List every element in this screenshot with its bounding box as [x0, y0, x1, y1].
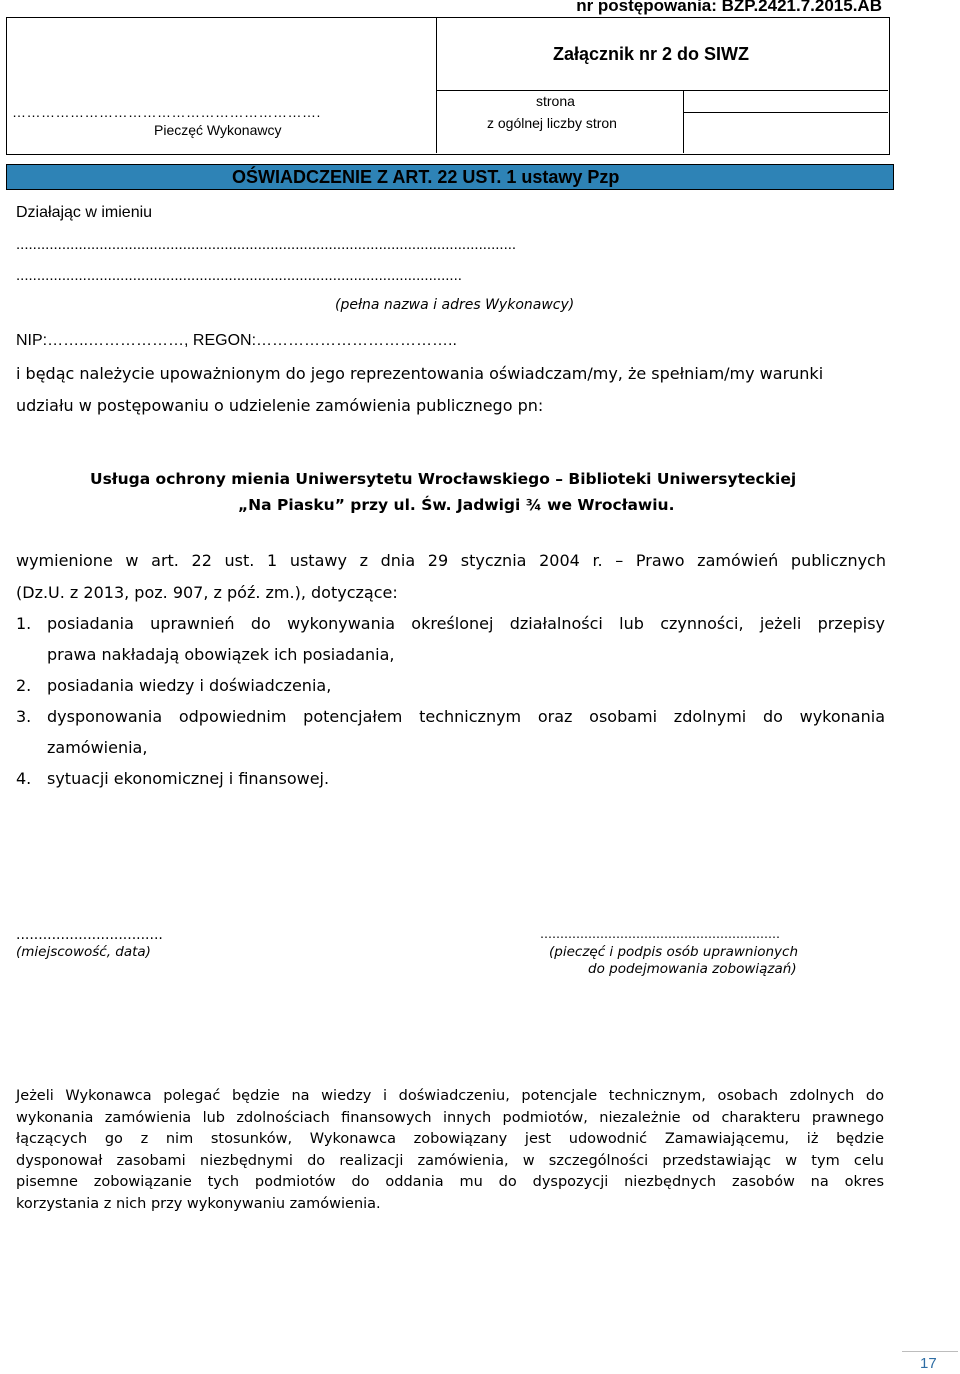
signature-label: (pieczęć i podpis osób uprawnionych: [549, 944, 798, 960]
cell-divider: [683, 112, 888, 113]
tender-address: „Na Piasku” przy ul. Św. Jadwigi ¾ we Wrocławiu.: [238, 496, 675, 514]
footnote-line: dysponował zasobami niezbędnymi do realizacji zamówienia, w szczególności przedstawiając w tym celu: [16, 1153, 884, 1169]
footnote-line: pisemne zobowiązanie tych podmiotów do oddania mu do dyspozycji niezbędnych zasobów na okres: [16, 1174, 884, 1190]
footnote-line: korzystania z nich przy wykonywaniu zamówienia.: [16, 1196, 381, 1212]
list-number: 3.: [16, 707, 32, 726]
list-number: 2.: [16, 676, 32, 695]
page-number-rule: [902, 1351, 958, 1352]
statement-title: OŚWIADCZENIE Z ART. 22 UST. 1 ustawy Pzp: [232, 167, 620, 187]
list-number: 1.: [16, 614, 32, 633]
page-number: 17: [920, 1355, 937, 1372]
cell-divider: [683, 91, 684, 153]
footnote-line: wykonania zamówienia lub zdolnościach finansowych innych podmiotów, niezależnie od charakteru prawnego: [16, 1110, 884, 1126]
stamp-label: Pieczęć Wykonawcy: [154, 122, 282, 138]
legal-basis: (Dz.U. z 2013, poz. 907, z póź. zm.), dotyczące:: [16, 583, 398, 602]
case-number: nr postępowania: BZP.2421.7.2015.AB: [576, 0, 882, 15]
list-item: dysponowania odpowiednim potencjałem technicznym oraz osobami zdolnymi do wykonania: [47, 707, 885, 726]
place-date-dots: .................................: [16, 927, 163, 943]
place-date-label: (miejscowość, data): [16, 944, 151, 960]
tender-name: Usługa ochrony mienia Uniwersytetu Wrocławskiego – Biblioteki Uniwersyteckiej: [90, 470, 797, 488]
list-item: posiadania uprawnień do wykonywania określonej działalności lub czynności, jeżeli przepisy: [47, 614, 885, 633]
legal-basis: wymienione w art. 22 ust. 1 ustawy z dnia 29 stycznia 2004 r. – Prawo zamówień publicznych: [16, 551, 886, 570]
list-number: 4.: [16, 769, 32, 788]
list-item: zamówienia,: [47, 738, 148, 757]
list-item: posiadania wiedzy i doświadczenia,: [47, 676, 332, 695]
intro-line: udziału w postępowaniu o udzielenie zamówienia publicznego pn:: [16, 396, 544, 415]
statement-title-bar: [6, 164, 894, 190]
footnote-line: łączących go z nim stosunków, Wykonawca zobowiązany jest udowodnić Zamawiającemu, iż będzie: [16, 1131, 884, 1147]
dots-line: ........................................................................................................................: [16, 236, 517, 253]
annex-cell: [436, 18, 888, 91]
page-total-label: z ogólnej liczby stron: [487, 115, 617, 131]
contractor-caption: (pełna nazwa i adres Wykonawcy): [335, 297, 575, 313]
annex-title: Załącznik nr 2 do SIWZ: [553, 44, 750, 64]
page-label: strona: [536, 93, 575, 109]
acting-label: Działając w imieniu: [16, 204, 153, 221]
list-item: sytuacji ekonomicznej i finansowej.: [47, 769, 330, 788]
list-item: prawa nakładają obowiązek ich posiadania,: [47, 645, 395, 664]
signature-label: do podejmowania zobowiązań): [588, 961, 797, 977]
footnote-line: Jeżeli Wykonawca polegać będzie na wiedzy i doświadczeniu, potencjale technicznym, osobach zdolnych do: [16, 1088, 884, 1104]
nip-regon-line: NIP:……..………………, REGON:………………………………..: [16, 332, 457, 349]
dots-line: ...........................................................................................................: [16, 267, 462, 284]
signature-dots: ……………………………………………………: [540, 927, 780, 941]
intro-line: i będąc należycie upoważnionym do jego reprezentowania oświadczam/my, że spełniam/my warunki: [16, 364, 824, 383]
stamp-dots: ……………………………………………………….: [12, 104, 321, 120]
